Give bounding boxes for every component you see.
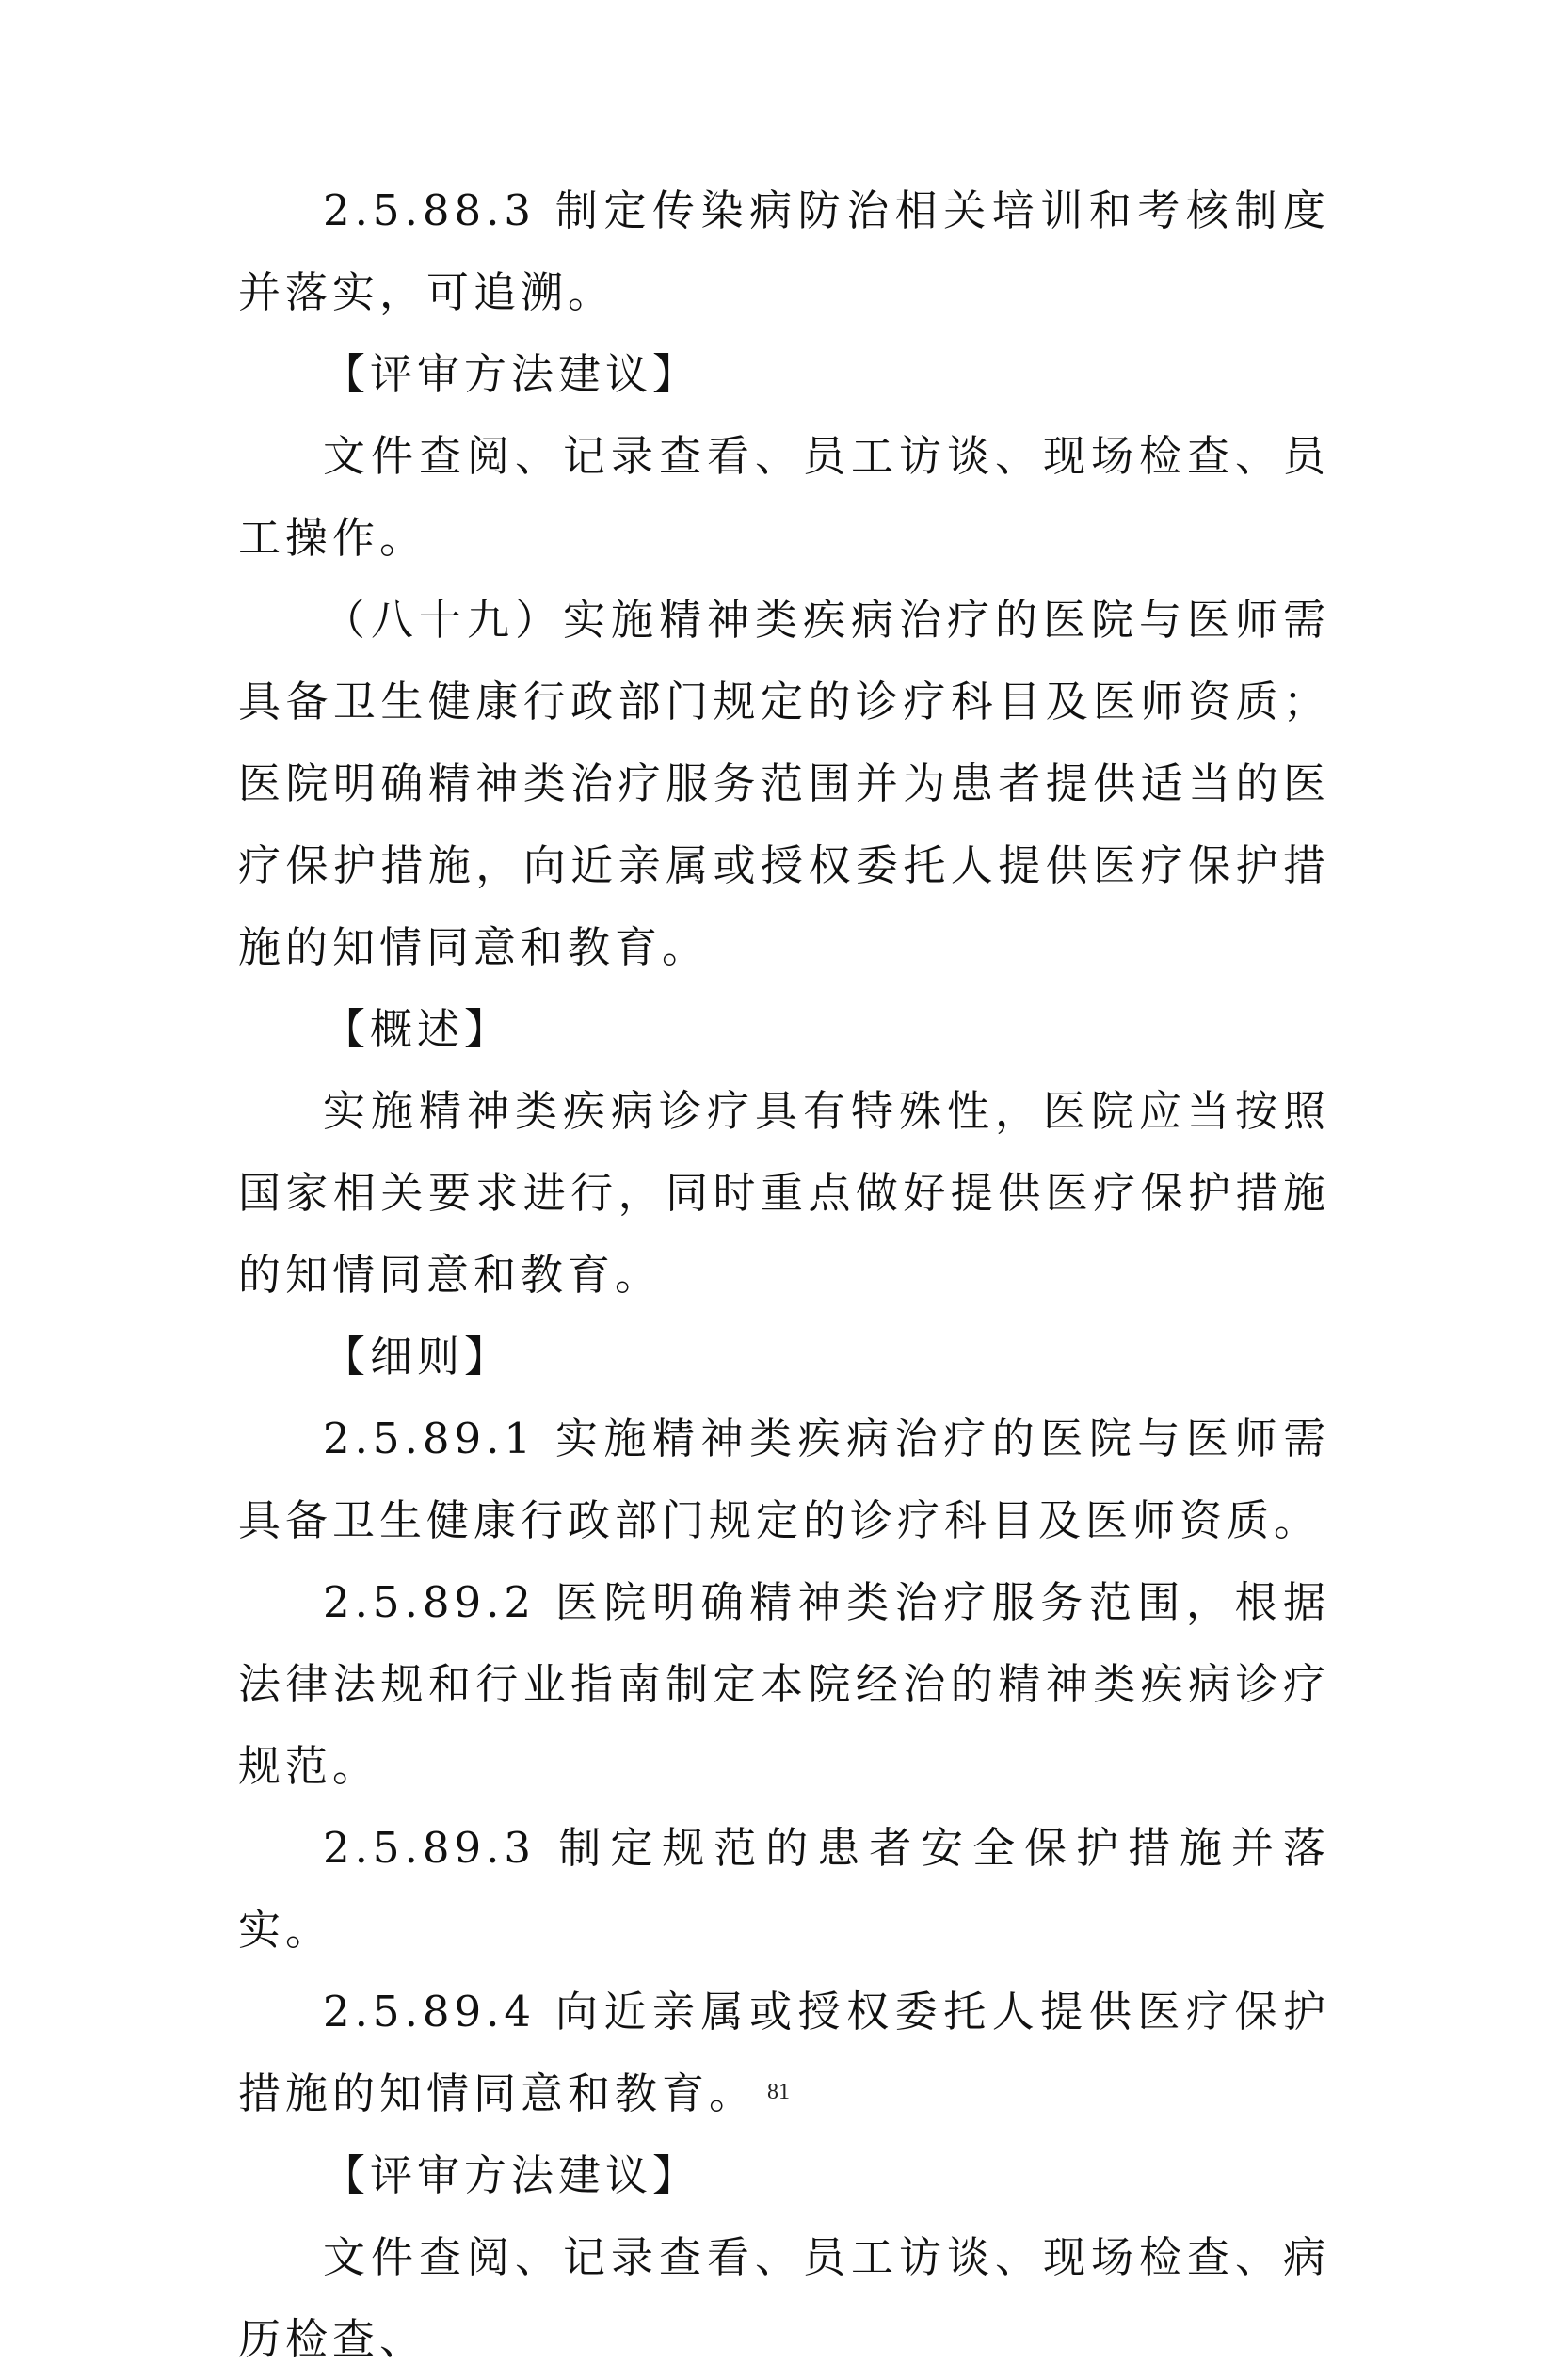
paragraph-review-methods-list-2: 文件查阅、记录查看、员工访谈、现场检查、病历检查、 [238, 2232, 1330, 2364]
paragraph-2-5-88-3: 2.5.88.3 制定传染病防治相关培训和考核制度并落实，可追溯。 [238, 185, 1330, 317]
paragraph-article-89: （八十九）实施精神类疾病治疗的医院与医师需具备卫生健康行政部门规定的诊疗科目及医师资质；医院明确精神类治疗服务范围并为患者提供适当的医疗保护措施，向近亲属或授权委托人提供医疗保护措施的知情同意和教育。 [238, 595, 1330, 972]
page-number: 81 [767, 2080, 790, 2104]
paragraph-2-5-89-2: 2.5.89.2 医院明确精神类治疗服务范围，根据法律法规和行业指南制定本院经治的精神类疾病诊疗规范。 [238, 1577, 1330, 1791]
page-content [238, 169, 1330, 2380]
section-heading-overview: 【概述】 [323, 1004, 512, 1054]
paragraph-2-5-89-3: 2.5.89.3 制定规范的患者安全保护措施并落实。 [238, 1823, 1330, 1955]
paragraph-2-5-89-4: 2.5.89.4 向近亲属或授权委托人提供医疗保护措施的知情同意和教育。 [238, 1987, 1330, 2118]
section-heading-review-methods-2: 【评审方法建议】 [323, 2150, 700, 2200]
section-heading-rules: 【细则】 [323, 1332, 512, 1382]
paragraph-2-5-89-1: 2.5.89.1 实施精神类疾病治疗的医院与医师需具备卫生健康行政部门规定的诊疗科目及医师资质。 [238, 1414, 1330, 1545]
paragraph-review-methods-list: 文件查阅、记录查看、员工访谈、现场检查、员工操作。 [238, 431, 1330, 563]
paragraph-overview: 实施精神类疾病诊疗具有特殊性，医院应当按照国家相关要求进行，同时重点做好提供医疗保护措施的知情同意和教育。 [238, 1086, 1330, 1300]
section-heading-review-methods: 【评审方法建议】 [323, 349, 700, 399]
